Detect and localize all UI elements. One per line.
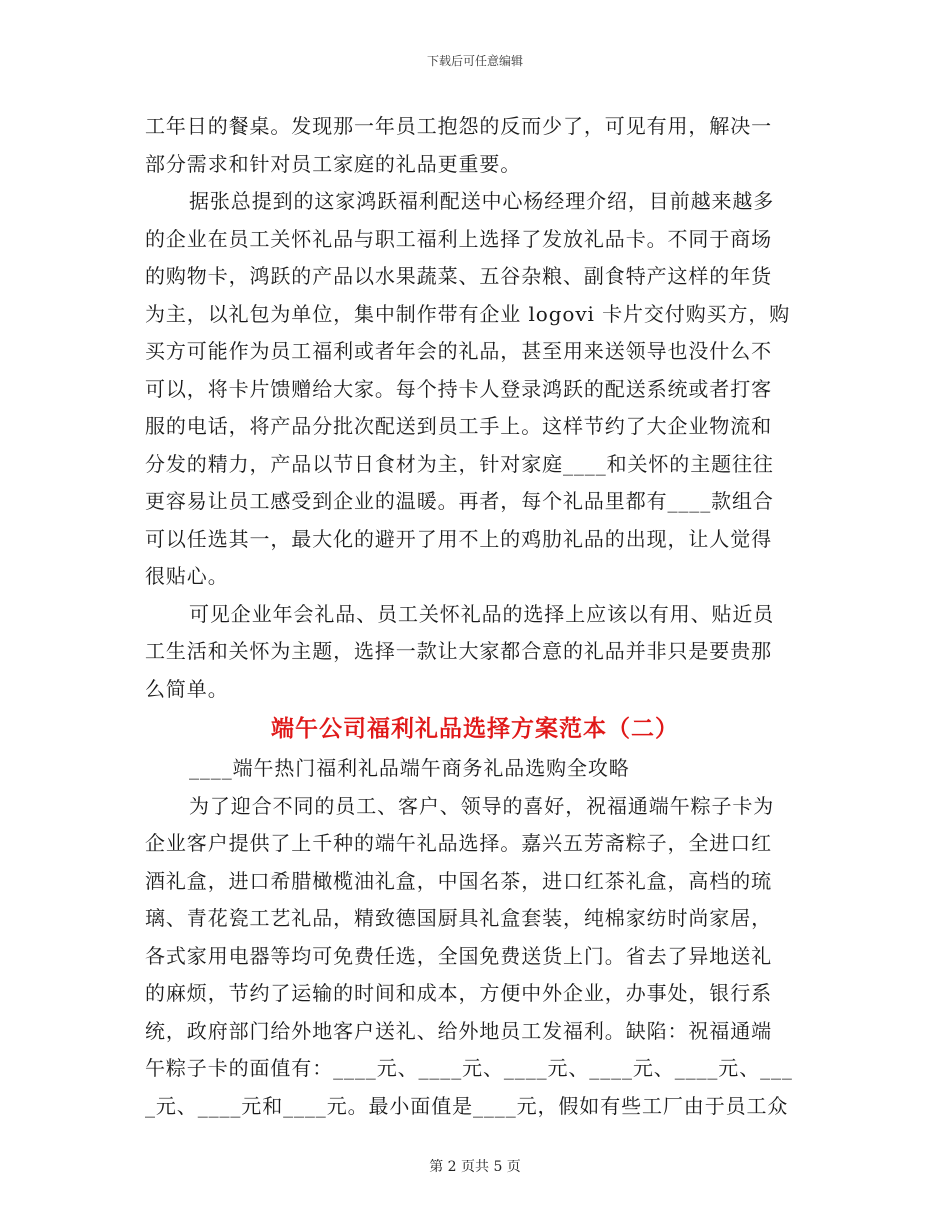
text-line: 分发的精力，产品以节日食材为主，针对家庭____和关怀的主题往往 (145, 451, 774, 476)
text-line: 很贴心。 (145, 564, 229, 588)
text-line: 部分需求和针对员工家庭的礼品更重要。 (145, 151, 522, 176)
page-number: 第 2 页共 5 页 (429, 1159, 521, 1175)
document-body (145, 108, 805, 1125)
text-line: 统，政府部门给外地客户送礼、给外地员工发福利。缺陷：祝福通端 (145, 1018, 772, 1043)
paragraphs-before-title (145, 108, 805, 708)
text-line: 可以，将卡片馈赠给大家。每个持卡人登录鸿跃的配送系统或者打客 (145, 376, 772, 401)
text-line: 更容易让员工感受到企业的温暖。再者，每个礼品里都有____款组合 (145, 489, 774, 513)
paragraphs-after-title (145, 750, 805, 1125)
text-line: 服的电话，将产品分批次配送到员工手上。这样节约了大企业物流和 (145, 414, 772, 438)
text-line: 各式家用电器等均可免费任选，全国免费送货上门。省去了异地送礼 (145, 943, 772, 968)
text-line: 买方可能作为员工福利或者年会的礼品，甚至用来送领导也没什么不 (145, 339, 772, 363)
text-line: 可以任选其一，最大化的避开了用不上的鸡肋礼品的出现，让人觉得 (145, 526, 772, 551)
text-line: 午粽子卡的面值有：____元、____元、____元、____元、____元、___ (145, 1056, 793, 1080)
text-line: 为主，以礼包为单位，集中制作带有企业 logovi 卡片交付购买方，购 (145, 301, 791, 326)
text-line: 工年日的餐桌。发现那一年员工抱怨的反而少了，可见有用，解决一 (145, 114, 772, 138)
text-line: 据张总提到的这家鸿跃福利配送中心杨经理介绍，目前越来越多 (189, 189, 775, 213)
text-line: _元、____元和____元。最小面值是____元，假如有些工厂由于员工众 (145, 1093, 789, 1118)
text-line: 企业客户提供了上千种的端午礼品选择。嘉兴五芳斋粽子，全进口红 (145, 831, 772, 855)
text-line: 璃、青花瓷工艺礼品，精致德国厨具礼盒套装，纯棉家纺时尚家居， (145, 906, 772, 930)
text-line: 的企业在员工关怀礼品与职工福利上选择了发放礼品卡。不同于商场 (145, 226, 772, 251)
text-line: ____端午热门福利礼品端午商务礼品选购全攻略 (189, 756, 630, 780)
text-line: 的麻烦，节约了运输的时间和成本，方便中外企业，办事处，银行系 (145, 981, 772, 1005)
page-header: 下载后可任意编辑 (426, 54, 523, 68)
text-line: 可见企业年会礼品、员工关怀礼品的选择上应该以有用、贴近员 (189, 601, 775, 626)
text-line: 为了迎合不同的员工、客户、领导的喜好，祝福通端午粽子卡为 (189, 793, 775, 818)
text-line: 么简单。 (145, 676, 229, 701)
text-line: 酒礼盒，进口希腊橄榄油礼盒，中国名茶，进口红茶礼盒，高档的琉 (145, 868, 772, 893)
section-title: 端午公司福利礼品选择方案范本（二） (271, 715, 679, 742)
text-line: 的购物卡，鸿跃的产品以水果蔬菜、五谷杂粮、副食特产这样的年货 (145, 264, 772, 288)
text-line: 工生活和关怀为主题，选择一款让大家都合意的礼品并非只是要贵那 (145, 639, 772, 663)
